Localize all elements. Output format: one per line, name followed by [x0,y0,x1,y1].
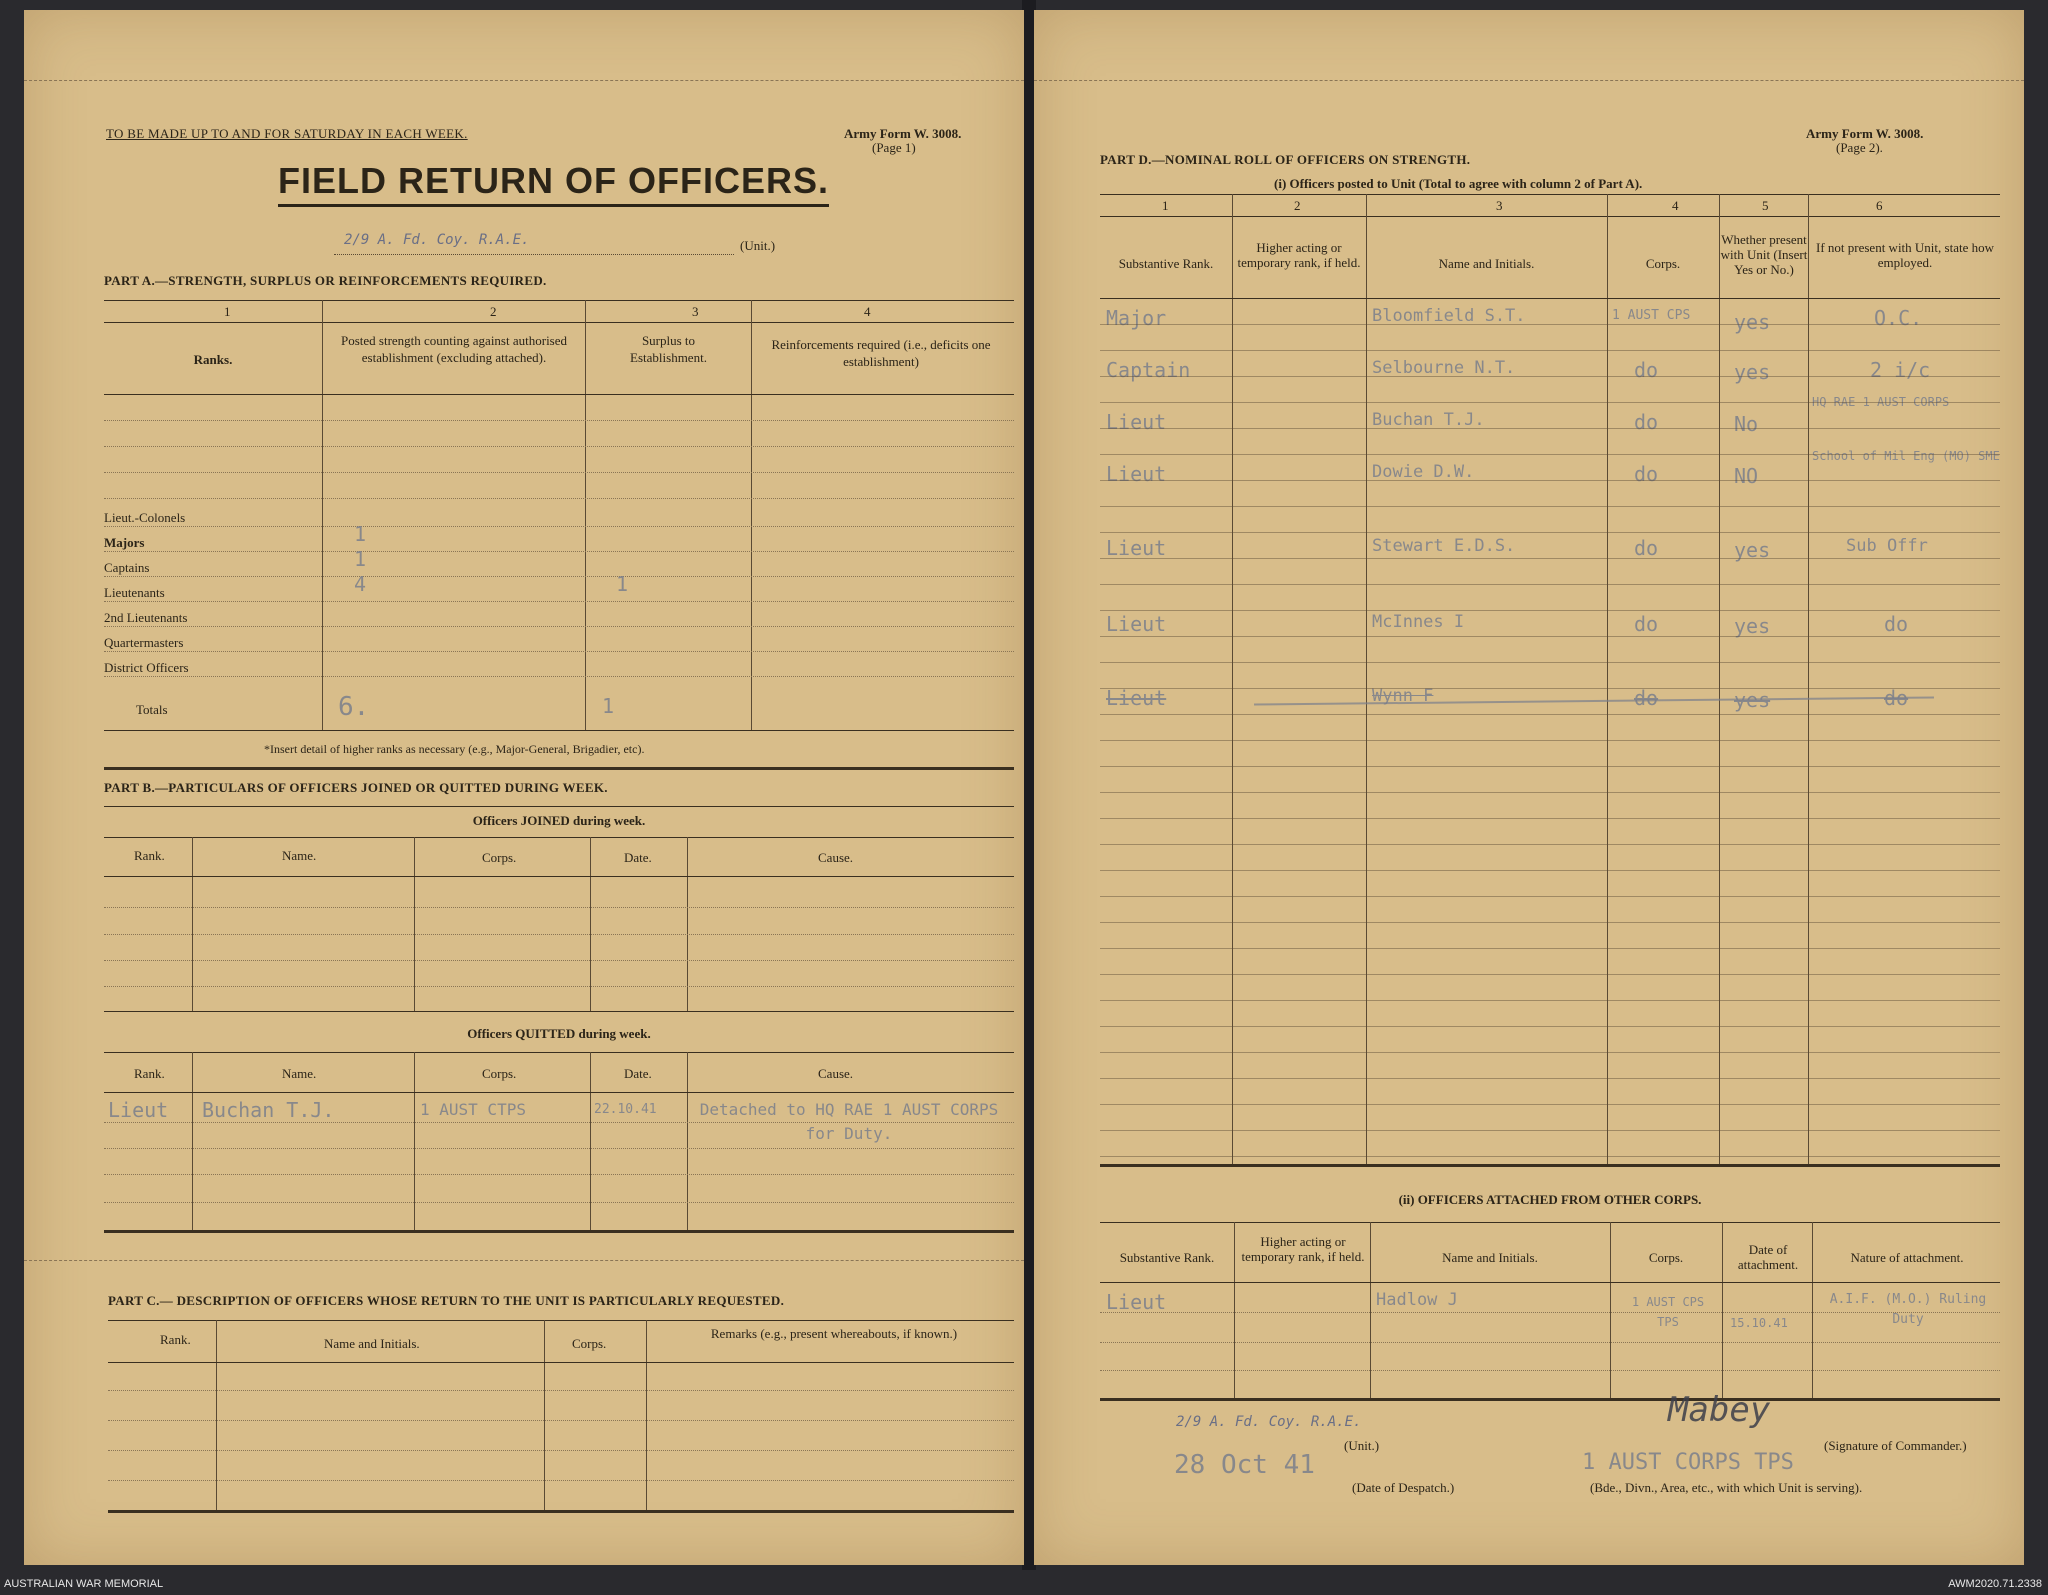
roll-line [1100,532,2000,533]
entry-present: yes [1734,310,1771,334]
totals-label: Totals [136,702,168,717]
unit-label-p2: (Unit.) [1344,1438,1380,1453]
roll-line [1100,350,2000,351]
quitted-title: Officers QUITTED during week. [467,1026,651,1041]
date-label: (Date of Despatch.) [1352,1480,1455,1495]
roll-line [1100,844,2000,845]
roll-line [1100,740,2000,741]
quitted-date: 22.10.41 [594,1102,657,1117]
header-note: TO BE MADE UP TO AND FOR SATURDAY IN EACH WEEK. [106,126,468,141]
posted-lieutenants: 4 [354,572,367,596]
part-b-title: PART B.—PARTICULARS OF OFFICERS JOINED OR QUITTED DURING WEEK. [104,780,608,795]
totals-posted: 6. [338,692,370,722]
roll-line [1100,610,2000,611]
roll-line [1100,1130,2000,1131]
entry-rank: Major [1106,306,1167,330]
roll-line [1100,506,2000,507]
despatch-date: 28 Oct 41 [1174,1450,1315,1480]
strike-through-line [1254,696,1934,705]
roll-line [1100,766,2000,767]
page-title: FIELD RETURN OF OFFICERS. [278,160,829,207]
roll-line [1100,662,2000,663]
roll-line [1100,376,2000,377]
serving-with: 1 AUST CORPS TPS [1582,1450,1794,1475]
part-d-subtitle: (i) Officers posted to Unit (Total to agree with column 2 of Part A). [1274,176,1643,191]
page-label: (Page 1) [872,140,916,155]
footer-right: AWM2020.71.2338 [1948,1578,2042,1590]
quitted-cause: Detached to HQ RAE 1 AUST CORPS for Duty. [699,1100,999,1143]
roll-line [1100,714,2000,715]
form-number-p2: Army Form W. 3008. [1806,126,1924,141]
struck-entry-rank: Lieut [1106,686,1167,710]
unit-underline [334,254,734,255]
attached-rank: Lieut [1106,1290,1167,1314]
roll-line [1100,1104,2000,1105]
roll-line [1100,428,2000,429]
attached-corps: 1 AUST CPS TPS [1631,1295,1705,1329]
roll-line [1100,974,2000,975]
serving-label: (Bde., Divn., Area, etc., with which Unit is serving). [1590,1480,1863,1495]
roll-line [1100,870,2000,871]
signature-label: (Signature of Commander.) [1824,1438,1967,1453]
roll-line [1100,1000,2000,1001]
joined-title: Officers JOINED during week. [472,813,646,828]
posted-header: Posted strength counting against authorised establishment (excluding attached). [340,333,568,365]
roll-line [1100,818,2000,819]
roll-line [1100,558,2000,559]
reinforcements-header: Reinforcements required (i.e., deficits one establishment) [771,337,991,369]
part-c-title: PART C.— DESCRIPTION OF OFFICERS WHOSE RETURN TO THE UNIT IS PARTICULARLY REQUESTED. [108,1293,785,1308]
roll-line [1100,896,2000,897]
part-a-title: PART A.—STRENGTH, SURPLUS OR REINFORCEMENTS REQUIRED. [104,273,547,288]
roll-line [1100,1156,2000,1157]
attached-name: Hadlow J [1376,1290,1458,1310]
quitted-rank: Lieut [108,1098,169,1122]
page-label-p2: (Page 2). [1836,140,1883,155]
roll-line [1100,454,2000,455]
attached-nature: A.I.F. (M.O.) Ruling Duty [1829,1292,1987,1327]
roll-line [1100,402,2000,403]
part-d-title: PART D.—NOMINAL ROLL OF OFFICERS ON STRENGTH. [1100,152,1471,167]
posted-captains: 1 [354,547,367,571]
roll-line [1100,922,2000,923]
entry-corps: 1 AUST CPS [1612,308,1691,323]
quitted-name: Buchan T.J. [202,1098,335,1122]
unit-stamp: 2/9 A. Fd. Coy. R.A.E. [344,232,530,248]
roll-line [1100,1078,2000,1079]
roll-line [1100,584,2000,585]
entry-employed: O.C. [1874,306,1923,330]
entry-name: Bloomfield S.T. [1372,306,1526,326]
commander-signature: Mabey [1668,1390,1771,1430]
roll-line [1100,688,2000,689]
page-1: TO BE MADE UP TO AND FOR SATURDAY IN EACH WEEK. Army Form W. 3008. (Page 1) FIELD RETURN OF OFFICERS. 2/9 A. Fd. Coy. R.A.E. (Unit.) PART A.—STRENGTH, SURPLUS OR REINFORCEMENTS REQUIRED. 1 2 3 4 Ranks. Posted strength counting against authorised establishment (excluding attached). Surplus to Establishment. Reinforcements required (i.e., deficits one establishment) Lieut.-Colonels Majors Captains Lieutenants 2nd Lieutenants Quartermasters District Officers 1 1 4 1 Totals 6. 1 *Insert detail of higher ranks as necessary (e.g., Major-General, Brigadier, etc). PART B.—PARTICULARS OF OFFICERS JOINED OR QUITTED DURING WEEK. Officers JOINED during week. Rank. Name. Corps. Date. Cause. Officers QUITTED during week. Rank. Name. Corps. Date. Cause. Lieut Buchan T.J. 1 AUST CTPS 22.10.41 Detached to HQ RAE 1 AUST CORPS for Duty. PART C.— DESCRIPTION OF OFFICERS WHOSE RETURN TO THE UNIT IS PARTICULARLY REQUESTED. Rank. Name and Initials. Corps. Remarks (e.g., present whereabouts, if known.) [24,10,1024,1565]
ranks-header: Ranks. [193,352,233,367]
form-number: Army Form W. 3008. [844,126,962,141]
posted-majors: 1 [354,522,367,546]
page-2: Army Form W. 3008. (Page 2). PART D.—NOMINAL ROLL OF OFFICERS ON STRENGTH. (i) Officers posted to Unit (Total to agree with column 2 of Part A). 1 2 3 4 5 6 Substantive Rank. Higher acting or temporary rank, if held. Name and Initials. Corps. Whether present with Unit (Insert Yes or No.) If not present with Unit, state how employed. Major Bloomfield S.T. 1 AUST CPS yes O.C. Captain Selbourne N.T. do yes 2 i/c Lieut Buchan T.J. do No HQ RAE 1 AUST CORPS Lieut Dowie D.W. do NO School of Mil Eng (MO) SME Lieut Stewart E.D.S. do yes Sub Offr Lieut McInnes I do yes do Lieut Wynn F do yes do (ii) OFFICERS ATTACHED FROM OTHER CORPS. Substantive Rank. Higher acting or temporary rank, if held. Name and Initials. Corps. Date of attachment. Nature of attachment. Lieut Hadlow J 1 AUST CPS TPS 15.10.41 A.I.F. (M.O.) Ruling Duty 2/9 A. Fd. Coy. R.A.E. (Unit.) 28 Oct 41 (Date of Despatch.) Mabey (Signature of Commander.) 1 AUST CORPS TPS (Bde., Divn., Area, etc., with which Unit is serving). [1034,10,2024,1565]
roll-line [1100,1052,2000,1053]
roll-line [1100,792,2000,793]
unit-stamp-p2: 2/9 A. Fd. Coy. R.A.E. [1176,1414,1362,1430]
unit-label: (Unit.) [740,238,776,253]
roll-line [1100,636,2000,637]
roll-line [1100,324,2000,325]
attached-title: (ii) OFFICERS ATTACHED FROM OTHER CORPS. [1398,1192,1702,1207]
quitted-corps: 1 AUST CTPS [420,1100,526,1119]
totals-surplus: 1 [602,694,615,718]
part-a-footnote: *Insert detail of higher ranks as necessary (e.g., Major-General, Brigadier, etc). [264,742,645,756]
roll-line [1100,1026,2000,1027]
surplus-lieutenants: 1 [616,572,629,596]
surplus-header: Surplus to Establishment. [630,333,707,365]
perforation-line [24,80,1024,81]
footer-left: AUSTRALIAN WAR MEMORIAL [4,1578,164,1590]
roll-line [1100,480,2000,481]
roll-line [1100,948,2000,949]
attached-date: 15.10.41 [1730,1316,1788,1330]
